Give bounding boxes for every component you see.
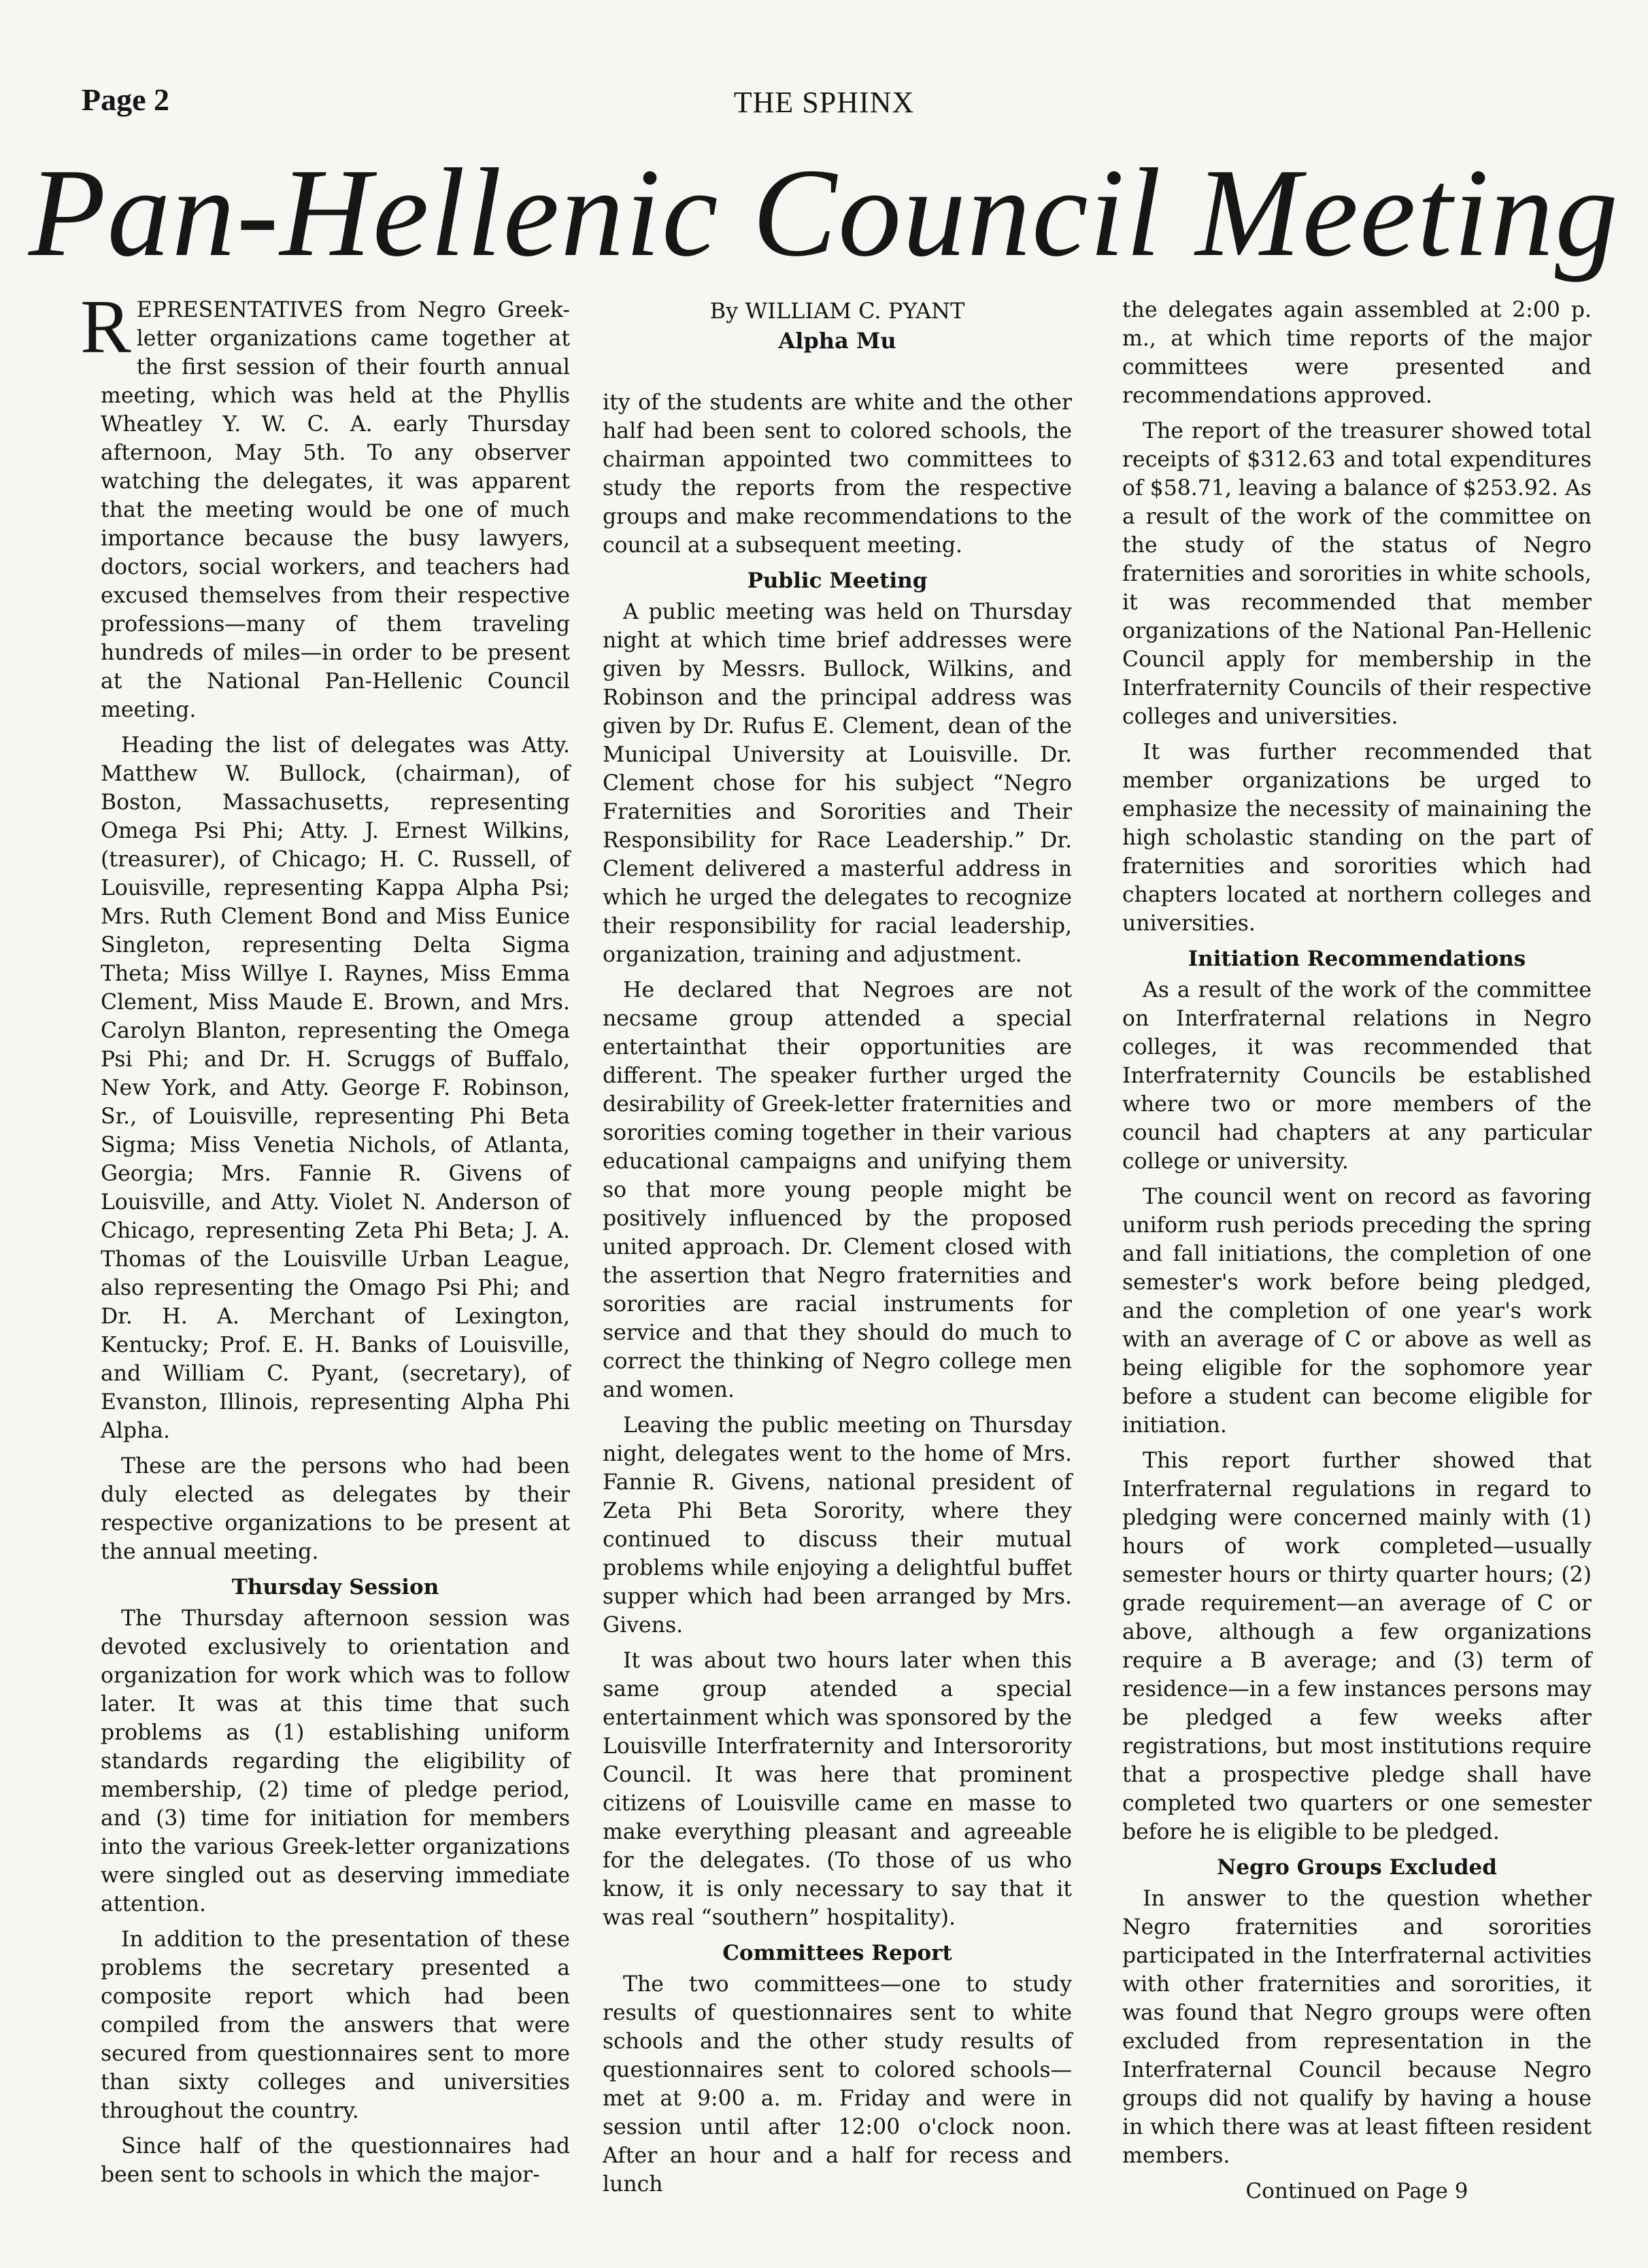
subheading: Committees Report <box>722 1941 952 1965</box>
drop-cap: R <box>80 285 131 369</box>
byline <box>603 296 1072 356</box>
subheading: Negro Groups Excluded <box>1217 1855 1497 1880</box>
paragraph: The two committees—one to study results of questionnaires sent to white schools and the other study results of questionnaires sent to colored schools—met at 9:00 a. m. Friday and were in session until after 12:00 o'clock noon. After an hour and a half for recess and lunch <box>603 1972 1072 2197</box>
paragraph: He declared that Negroes are not necsame group attended a special entertainthat their opportunities are different. The speaker further urged the desirability of Greek-letter fraternities and sororities coming together in their various educational campaigns and unifying them so that more young people might be positively influenced by the proposed united approach. Dr. Clement closed with the assertion that Negro fraternities and sororities are racial instruments for service and that they should do much to correct the thinking of Negro college men and women. <box>603 978 1072 1402</box>
subheading: Public Meeting <box>747 569 928 593</box>
publication-title: THE SPHINX <box>733 86 915 119</box>
paragraph: As a result of the work of the committee on Interfraternal relations in Negro colleges, it was recommended that Interfraternity Councils be established where two or more members of the council had chapters at any particular college or university. <box>1122 978 1592 1174</box>
column-3 <box>1122 296 1592 2205</box>
byline-affiliation: Alpha Mu <box>778 328 896 354</box>
paragraph <box>80 285 570 724</box>
paragraph: Heading the list of delegates was Atty. Matthew W. Bullock, (chairman), of Boston, Massachusetts, representing Omega Psi Phi; Atty. J. Ernest Wilkins, (treasurer), of Chicago; H. C. Russell, of Louisville, representing Kappa Alpha Psi; Mrs. Ruth Clement Bond and Miss Eunice Singleton, representing Delta Sigma Theta; Miss Willye I. Raynes, Miss Emma Clement, Miss Maude E. Brown, and Mrs. Carolyn Blanton, representing the Omega Psi Phi; and Dr. H. Scruggs of Buffalo, New York, and Atty. George F. Robinson, Sr., of Louisville, representing Phi Beta Sigma; Miss Venetia Nichols, of Atlanta, Georgia; Mrs. Fannie R. Givens of Louisville, and Atty. Violet N. Anderson of Chicago, representing Zeta Phi Beta; J. A. Thomas of the Louisville Urban League, also representing the Omago Psi Phi; and Dr. H. A. Merchant of Lexington, Kentucky; Prof. E. H. Banks of Louisville, and William C. Pyant, (secretary), of Evanston, Illinois, representing Alpha Phi Alpha. <box>101 733 570 1443</box>
page-number: Page 2 <box>82 82 170 117</box>
paragraph: In addition to the presentation of these problems the secretary presented a composite report which had been compiled from the answers that were secured from questionnaires sent to more than sixty colleges and universities throughout the country. <box>101 1927 570 2123</box>
byline-author: By WILLIAM C. PYANT <box>709 298 965 324</box>
paragraph: ity of the students are white and the other half had been sent to colored schools, the chairman appointed two committees to study the reports from the respective groups and make recommendations to the council at a subsequent meeting. <box>603 390 1072 558</box>
headline: Pan-Hellenic Council Meeting <box>29 143 1619 283</box>
continued-note: Continued on Page 9 <box>1245 2179 1468 2203</box>
paragraph: These are the persons who had been duly elected as delegates by their respective organizations to be present at the annual meeting. <box>101 1454 570 1564</box>
paragraph: In answer to the question whether Negro fraternities and sororities participated in the Interfraternal activities with other fraternities and sororities, it was found that Negro groups were often excluded from representation in the Interfraternal Council because Negro groups did not qualify by having a house in which there was at least fifteen resident members. <box>1122 1886 1592 2168</box>
subheading: Thursday Session <box>231 1575 439 1600</box>
paragraph: A public meeting was held on Thursday night at which time brief addresses were given by Messrs. Bullock, Wilkins, and Robinson and the principal address was given by Dr. Rufus E. Clement, dean of the Municipal University at Louisville. Dr. Clement chose for his subject “Negro Fraternities and Sororities and Their Responsibility for Race Leadership.” Dr. Clement delivered a masterful address in which he urged the delegates to recognize their responsibility for racial leadership, organization, training and adjustment. <box>603 600 1072 967</box>
paragraph-text: EPRESENTATIVES from Negro Greek-letter organizations came together at the first session of their fourth annual meeting, which was held at the Phyllis Wheatley Y. W. C. A. early Thursday afternoon, May 5th. To any observer watching the delegates, it was apparent that the meeting would be one of much importance because the busy lawyers, doctors, social workers, and teachers had excused themselves from their respective professions—many of them traveling hundreds of miles—in order to be present at the National Pan-Hellenic Council meeting. <box>101 298 570 722</box>
column-2 <box>603 296 1072 2205</box>
paragraph: It was further recommended that member organizations be urged to emphasize the necessity of mainaining the high scholastic standing on the part of fraternities and sororities which had chapters located at northern colleges and universities. <box>1122 740 1592 936</box>
column-1 <box>80 285 570 2196</box>
subheading: Initiation Recommendations <box>1188 947 1526 971</box>
paragraph: the delegates again assembled at 2:00 p. m., at which time reports of the major committees were presented and recommendations approved. <box>1122 298 1592 408</box>
paragraph: The report of the treasurer showed total receipts of $312.63 and total expenditures of $58.71, leaving a balance of $253.92. As a result of the work of the committee on the study of the status of Negro fraternities and sororities in white schools, it was recommended that member organizations of the National Pan-Hellenic Council apply for membership in the Interfraternity Councils of their respective colleges and universities. <box>1122 419 1592 729</box>
paragraph: Since half of the questionnaires had been sent to schools in which the major- <box>101 2134 570 2187</box>
paragraph: The council went on record as favoring uniform rush periods preceding the spring and fall initiations, the completion of one semester's work before being pledged, and the completion of one year's work with an average of C or above as well as being eligible for the sophomore year before a student can become eligible for initiation. <box>1122 1185 1592 1438</box>
paragraph: Leaving the public meeting on Thursday night, delegates went to the home of Mrs. Fannie R. Givens, national president of Zeta Phi Beta Sorority, where they continued to discuss their mutual problems while enjoying a delightful buffet supper which had been arranged by Mrs. Givens. <box>603 1413 1072 1638</box>
paragraph: The Thursday afternoon session was devoted exclusively to orientation and organization for work which was to follow later. It was at this time that such problems as (1) establishing uniform standards regarding the eligibility of membership, (2) time of pledge period, and (3) time for initiation for members into the various Greek-letter organizations were singled out as deserving immediate attention. <box>101 1606 570 1916</box>
paragraph: This report further showed that Interfraternal regulations in regard to pledging were concerned mainly with (1) hours of work completed—usually semester hours or thirty quarter hours; (2) grade requirement—an average of C or above, although a few organizations require a B average; and (3) term of residence—in a few instances persons may be pledged a few weeks after registrations, but most institutions require that a prospective pledge shall have completed two quarters or one semester before he is eligible to be pledged. <box>1122 1449 1592 1844</box>
paragraph: It was about two hours later when this same group atended a special entertainment which was sponsored by the Louisville Interfraternity and Intersorority Council. It was here that prominent citizens of Louisville came en masse to make everything pleasant and agreeable for the delegates. (To those of us who know, it is only necessary to say that it was real “southern” hospitality). <box>603 1648 1072 1930</box>
